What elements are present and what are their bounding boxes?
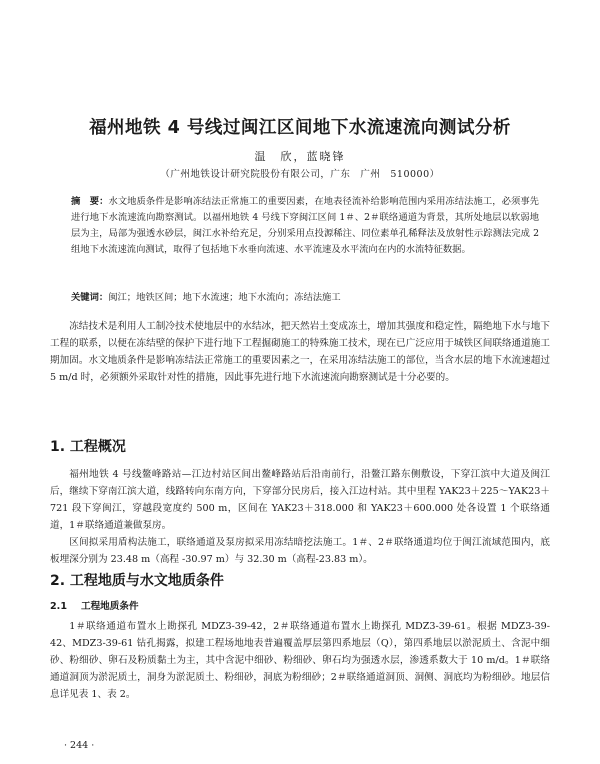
intro-paragraph: 冻结技术是利用人工制冷技术使地层中的水结冰，把天然岩土变成冻土，增加其强度和稳定性，隔绝地下水与地下工程的联系，以便在冻结壁的保护下进行地下工程掘砌施工的特殊施工技术，现在已广泛应用于城铁区间联络通道施工期加固。水文地质条件是影响冻结法正常施工的重要因素之一，在采用冻结法施工的部位，当含水层的地下水流速超过 5 m/d 时，必须额外采取针对性的措施，因此事先进行地下水流速流向勘察测试是十分必要的。	[50, 321, 550, 383]
page-number: · 244 ·	[64, 740, 95, 751]
section-1-paragraph: 福州地铁 4 号线鳌峰路站—江边村站区间出鳌峰路站后沿南前行，沿鳌江路东侧敷设，下穿江滨中大道及闽江后，继续下穿南江滨大道，线路转向东南方向，下穿部分民房后，接入江边村站。其中里程 YAK23＋225～YAK23＋721 段下穿闽江，穿越段宽度约 500 m，区间在 YAK23＋318.000 和 YAK23＋600.000 处各设置 1 个联络通道，1＃联络通道兼做泵房。	[50, 469, 550, 531]
keywords-text: 闽江；地铁区间；地下水流速；地下水流向；冻结法施工	[108, 292, 341, 303]
abstract-text: 水文地质条件是影响冻结法正常施工的重要因素，在地表径流补给影响范围内采用冻结法施工，必须事先进行地下水流速流向勘察测试。以福州地铁 4 号线下穿闽江区间 1＃、2＃联络通道为背景，其所处地层以软弱地层为主，局部为强透水砂层，闽江水补给充足，分别采用点投源稀注、同位素单孔稀释法及放射性示踪测法完成 2 组地下水流速流向测试，取得了包括地下水垂向流速、水平流速及水平流向在内的水流特征数据。	[71, 196, 539, 255]
section-2-1-heading	[50, 598, 139, 612]
section-1-body	[50, 466, 550, 568]
section-1-heading: 1. 工程概况	[50, 439, 126, 455]
keywords	[71, 290, 539, 306]
affiliation: （广州地铁设计研究院股份有限公司，广东 广州 510000）	[160, 169, 440, 180]
abstract-label: 摘 要：	[71, 196, 109, 207]
section-2-1-title: 工程地质条件	[81, 601, 139, 612]
section-2-1-number: 2.1	[50, 601, 67, 612]
paper-title: 福州地铁 4 号线过闽江区间地下水流速流向测试分析	[89, 118, 511, 138]
section-2-1-paragraph: 1＃联络通道布置水上勘探孔 MDZ3-39-42，2＃联络通道布置水上勘探孔 MDZ3-39-61。根据 MDZ3-39-42、MDZ3-39-61 钻孔揭露，拟建工程场地地表普遍覆盖厚层第四系地层（Q），第四系地层以淤泥质土、含泥中细砂、粉细砂、卵石及粉质黏土为主，其中含泥中细砂、粉细砂、卵石均为强透水层，渗透系数大于 10 m/d。1＃联络通道洞顶为淤泥质土，洞身为淤泥质土、粉细砂，洞底为粉细砂；2＃联络通道洞顶、洞侧、洞底均为粉细砂。地层信息详见表 1、表 2。	[50, 621, 550, 700]
keywords-label: 关键词：	[71, 292, 109, 303]
authors: 温 欣，蓝晓锋	[254, 150, 346, 163]
section-1-paragraph: 区间拟采用盾构法施工，联络通道及泵房拟采用冻结暗挖法施工。1＃、2＃联络通道均位于闽江流域范围内，底板埋深分别为 23.48 m（高程 -30.97 m）与 32.30 m（高程-23.83 m）。	[50, 537, 550, 565]
abstract	[71, 194, 539, 258]
section-2-heading: 2. 工程地质与水文地质条件	[50, 573, 224, 589]
